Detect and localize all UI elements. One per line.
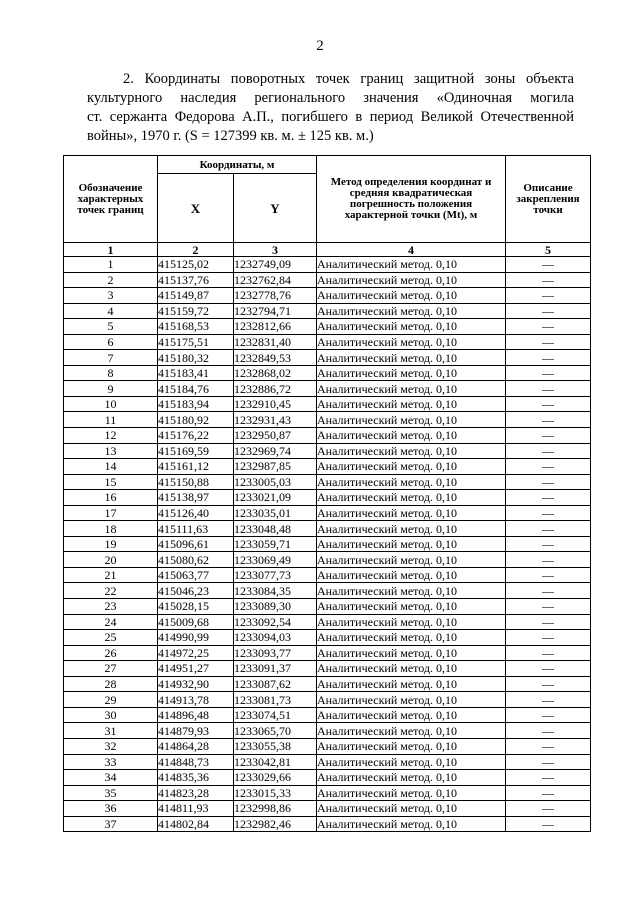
x-coordinate-cell: 415149,87 xyxy=(158,288,234,304)
header-x: X xyxy=(158,174,234,243)
description-cell: — xyxy=(506,288,591,304)
description-cell: — xyxy=(506,272,591,288)
point-number-cell: 3 xyxy=(64,288,158,304)
point-number-cell: 35 xyxy=(64,785,158,801)
table-row xyxy=(64,770,591,786)
method-cell: Аналитический метод. 0,10 xyxy=(317,272,506,288)
description-cell: — xyxy=(506,536,591,552)
table-row xyxy=(64,785,591,801)
x-coordinate-cell: 415168,53 xyxy=(158,319,234,335)
y-coordinate-cell: 1233077,73 xyxy=(234,567,317,583)
method-cell: Аналитический метод. 0,10 xyxy=(317,676,506,692)
description-cell: — xyxy=(506,614,591,630)
table-row xyxy=(64,303,591,319)
y-coordinate-cell: 1233089,30 xyxy=(234,599,317,615)
page-number: 2 xyxy=(316,38,324,54)
y-coordinate-cell: 1232998,86 xyxy=(234,801,317,817)
y-coordinate-cell: 1233074,51 xyxy=(234,707,317,723)
point-number-cell: 14 xyxy=(64,459,158,475)
x-coordinate-cell: 415138,97 xyxy=(158,490,234,506)
x-coordinate-cell: 414823,28 xyxy=(158,785,234,801)
table-row xyxy=(64,661,591,677)
table-row xyxy=(64,567,591,583)
point-number-cell: 30 xyxy=(64,707,158,723)
description-cell: — xyxy=(506,816,591,832)
y-coordinate-cell: 1233094,03 xyxy=(234,630,317,646)
method-cell: Аналитический метод. 0,10 xyxy=(317,770,506,786)
y-coordinate-cell: 1232950,87 xyxy=(234,428,317,444)
y-coordinate-cell: 1232849,53 xyxy=(234,350,317,366)
description-cell: — xyxy=(506,583,591,599)
heading-line: войны», 1970 г. (S = 127399 кв. м. ± 125 кв. м.) xyxy=(87,128,374,144)
y-coordinate-cell: 1232831,40 xyxy=(234,334,317,350)
header-designation: Обозначение характерных точек границ xyxy=(64,156,158,243)
point-number-cell: 17 xyxy=(64,505,158,521)
method-cell: Аналитический метод. 0,10 xyxy=(317,723,506,739)
method-cell: Аналитический метод. 0,10 xyxy=(317,738,506,754)
y-coordinate-cell: 1233059,71 xyxy=(234,536,317,552)
table-row xyxy=(64,536,591,552)
description-cell: — xyxy=(506,459,591,475)
method-cell: Аналитический метод. 0,10 xyxy=(317,785,506,801)
x-coordinate-cell: 415180,32 xyxy=(158,350,234,366)
table-body xyxy=(64,257,591,832)
description-cell: — xyxy=(506,412,591,428)
x-coordinate-cell: 415009,68 xyxy=(158,614,234,630)
x-coordinate-cell: 415028,15 xyxy=(158,599,234,615)
table-row xyxy=(64,645,591,661)
method-cell: Аналитический метод. 0,10 xyxy=(317,396,506,412)
point-number-cell: 32 xyxy=(64,738,158,754)
point-number-cell: 34 xyxy=(64,770,158,786)
description-cell: — xyxy=(506,645,591,661)
y-coordinate-cell: 1233055,38 xyxy=(234,738,317,754)
column-number: 4 xyxy=(317,243,506,257)
description-cell: — xyxy=(506,801,591,817)
point-number-cell: 16 xyxy=(64,490,158,506)
description-cell: — xyxy=(506,428,591,444)
method-cell: Аналитический метод. 0,10 xyxy=(317,599,506,615)
x-coordinate-cell: 414879,93 xyxy=(158,723,234,739)
description-cell: — xyxy=(506,567,591,583)
table-row xyxy=(64,738,591,754)
x-coordinate-cell: 415137,76 xyxy=(158,272,234,288)
table-row xyxy=(64,614,591,630)
y-coordinate-cell: 1232969,74 xyxy=(234,443,317,459)
y-coordinate-cell: 1232749,09 xyxy=(234,257,317,273)
x-coordinate-cell: 415161,12 xyxy=(158,459,234,475)
point-number-cell: 31 xyxy=(64,723,158,739)
point-number-cell: 21 xyxy=(64,567,158,583)
header-description: Описание закрепления точки xyxy=(506,156,591,243)
point-number-cell: 37 xyxy=(64,816,158,832)
header-y: Y xyxy=(234,174,317,243)
y-coordinate-cell: 1232886,72 xyxy=(234,381,317,397)
header-coordinates: Координаты, м xyxy=(158,156,317,174)
method-cell: Аналитический метод. 0,10 xyxy=(317,536,506,552)
point-number-cell: 13 xyxy=(64,443,158,459)
method-cell: Аналитический метод. 0,10 xyxy=(317,459,506,475)
method-cell: Аналитический метод. 0,10 xyxy=(317,350,506,366)
point-number-cell: 5 xyxy=(64,319,158,335)
method-cell: Аналитический метод. 0,10 xyxy=(317,521,506,537)
x-coordinate-cell: 415150,88 xyxy=(158,474,234,490)
point-number-cell: 36 xyxy=(64,801,158,817)
table-row xyxy=(64,630,591,646)
table-row xyxy=(64,412,591,428)
point-number-cell: 15 xyxy=(64,474,158,490)
table-row xyxy=(64,428,591,444)
description-cell: — xyxy=(506,474,591,490)
method-cell: Аналитический метод. 0,10 xyxy=(317,692,506,708)
column-number: 3 xyxy=(234,243,317,257)
column-number-row xyxy=(64,243,591,257)
method-cell: Аналитический метод. 0,10 xyxy=(317,816,506,832)
x-coordinate-cell: 415063,77 xyxy=(158,567,234,583)
table-row xyxy=(64,319,591,335)
point-number-cell: 12 xyxy=(64,428,158,444)
table-row xyxy=(64,723,591,739)
x-coordinate-cell: 415126,40 xyxy=(158,505,234,521)
table-row xyxy=(64,583,591,599)
x-coordinate-cell: 415111,63 xyxy=(158,521,234,537)
x-coordinate-cell: 415183,41 xyxy=(158,365,234,381)
method-cell: Аналитический метод. 0,10 xyxy=(317,552,506,568)
description-cell: — xyxy=(506,770,591,786)
table-row xyxy=(64,474,591,490)
heading-line: культурного наследия регионального значения «Одиночная могила xyxy=(87,90,574,106)
description-cell: — xyxy=(506,707,591,723)
point-number-cell: 33 xyxy=(64,754,158,770)
header-method: Метод определения координат и средняя квадратическая погрешность положения характерной точки (Mt), м xyxy=(317,156,506,243)
method-cell: Аналитический метод. 0,10 xyxy=(317,614,506,630)
table-row xyxy=(64,707,591,723)
x-coordinate-cell: 415125,02 xyxy=(158,257,234,273)
method-cell: Аналитический метод. 0,10 xyxy=(317,412,506,428)
description-cell: — xyxy=(506,738,591,754)
point-number-cell: 28 xyxy=(64,676,158,692)
method-cell: Аналитический метод. 0,10 xyxy=(317,257,506,273)
point-number-cell: 20 xyxy=(64,552,158,568)
x-coordinate-cell: 414848,73 xyxy=(158,754,234,770)
description-cell: — xyxy=(506,599,591,615)
x-coordinate-cell: 414835,36 xyxy=(158,770,234,786)
description-cell: — xyxy=(506,630,591,646)
y-coordinate-cell: 1233015,33 xyxy=(234,785,317,801)
x-coordinate-cell: 414932,90 xyxy=(158,676,234,692)
description-cell: — xyxy=(506,676,591,692)
table-row xyxy=(64,599,591,615)
heading-line: 2. Координаты поворотных точек границ защитной зоны объекта xyxy=(123,71,574,87)
point-number-cell: 4 xyxy=(64,303,158,319)
method-cell: Аналитический метод. 0,10 xyxy=(317,707,506,723)
description-cell: — xyxy=(506,443,591,459)
y-coordinate-cell: 1232778,76 xyxy=(234,288,317,304)
table-row xyxy=(64,692,591,708)
x-coordinate-cell: 415159,72 xyxy=(158,303,234,319)
y-coordinate-cell: 1232794,71 xyxy=(234,303,317,319)
table-row xyxy=(64,396,591,412)
x-coordinate-cell: 414864,28 xyxy=(158,738,234,754)
x-coordinate-cell: 415180,92 xyxy=(158,412,234,428)
x-coordinate-cell: 414990,99 xyxy=(158,630,234,646)
description-cell: — xyxy=(506,381,591,397)
y-coordinate-cell: 1232987,85 xyxy=(234,459,317,475)
y-coordinate-cell: 1233065,70 xyxy=(234,723,317,739)
y-coordinate-cell: 1233021,09 xyxy=(234,490,317,506)
point-number-cell: 11 xyxy=(64,412,158,428)
method-cell: Аналитический метод. 0,10 xyxy=(317,490,506,506)
table-row xyxy=(64,257,591,273)
method-cell: Аналитический метод. 0,10 xyxy=(317,334,506,350)
table-row xyxy=(64,676,591,692)
y-coordinate-cell: 1233048,48 xyxy=(234,521,317,537)
y-coordinate-cell: 1232868,02 xyxy=(234,365,317,381)
method-cell: Аналитический метод. 0,10 xyxy=(317,303,506,319)
y-coordinate-cell: 1233069,49 xyxy=(234,552,317,568)
method-cell: Аналитический метод. 0,10 xyxy=(317,443,506,459)
y-coordinate-cell: 1232931,43 xyxy=(234,412,317,428)
table-row xyxy=(64,272,591,288)
y-coordinate-cell: 1233081,73 xyxy=(234,692,317,708)
column-number: 2 xyxy=(158,243,234,257)
point-number-cell: 8 xyxy=(64,365,158,381)
table-row xyxy=(64,490,591,506)
column-number: 5 xyxy=(506,243,591,257)
x-coordinate-cell: 414972,25 xyxy=(158,645,234,661)
method-cell: Аналитический метод. 0,10 xyxy=(317,474,506,490)
point-number-cell: 19 xyxy=(64,536,158,552)
method-cell: Аналитический метод. 0,10 xyxy=(317,645,506,661)
table-row xyxy=(64,381,591,397)
point-number-cell: 25 xyxy=(64,630,158,646)
point-number-cell: 23 xyxy=(64,599,158,615)
method-cell: Аналитический метод. 0,10 xyxy=(317,365,506,381)
description-cell: — xyxy=(506,754,591,770)
x-coordinate-cell: 415176,22 xyxy=(158,428,234,444)
method-cell: Аналитический метод. 0,10 xyxy=(317,630,506,646)
method-cell: Аналитический метод. 0,10 xyxy=(317,567,506,583)
description-cell: — xyxy=(506,505,591,521)
description-cell: — xyxy=(506,303,591,319)
method-cell: Аналитический метод. 0,10 xyxy=(317,381,506,397)
y-coordinate-cell: 1233035,01 xyxy=(234,505,317,521)
y-coordinate-cell: 1233084,35 xyxy=(234,583,317,599)
heading-line: ст. сержанта Федорова А.П., погибшего в период Великой Отечественной xyxy=(87,109,574,125)
y-coordinate-cell: 1232910,45 xyxy=(234,396,317,412)
point-number-cell: 22 xyxy=(64,583,158,599)
x-coordinate-cell: 415096,61 xyxy=(158,536,234,552)
description-cell: — xyxy=(506,365,591,381)
table-row xyxy=(64,365,591,381)
method-cell: Аналитический метод. 0,10 xyxy=(317,661,506,677)
point-number-cell: 26 xyxy=(64,645,158,661)
y-coordinate-cell: 1233091,37 xyxy=(234,661,317,677)
y-coordinate-cell: 1233093,77 xyxy=(234,645,317,661)
point-number-cell: 7 xyxy=(64,350,158,366)
point-number-cell: 6 xyxy=(64,334,158,350)
description-cell: — xyxy=(506,396,591,412)
method-cell: Аналитический метод. 0,10 xyxy=(317,801,506,817)
description-cell: — xyxy=(506,692,591,708)
y-coordinate-cell: 1233042,81 xyxy=(234,754,317,770)
method-cell: Аналитический метод. 0,10 xyxy=(317,288,506,304)
point-number-cell: 18 xyxy=(64,521,158,537)
x-coordinate-cell: 414802,84 xyxy=(158,816,234,832)
table-row xyxy=(64,443,591,459)
x-coordinate-cell: 415183,94 xyxy=(158,396,234,412)
x-coordinate-cell: 415175,51 xyxy=(158,334,234,350)
table-row xyxy=(64,334,591,350)
x-coordinate-cell: 415046,23 xyxy=(158,583,234,599)
description-cell: — xyxy=(506,785,591,801)
y-coordinate-cell: 1232762,84 xyxy=(234,272,317,288)
method-cell: Аналитический метод. 0,10 xyxy=(317,505,506,521)
description-cell: — xyxy=(506,661,591,677)
y-coordinate-cell: 1232982,46 xyxy=(234,816,317,832)
table-row xyxy=(64,505,591,521)
description-cell: — xyxy=(506,723,591,739)
point-number-cell: 1 xyxy=(64,257,158,273)
point-number-cell: 29 xyxy=(64,692,158,708)
y-coordinate-cell: 1233005,03 xyxy=(234,474,317,490)
y-coordinate-cell: 1233029,66 xyxy=(234,770,317,786)
y-coordinate-cell: 1233087,62 xyxy=(234,676,317,692)
table-row xyxy=(64,552,591,568)
table-row xyxy=(64,459,591,475)
method-cell: Аналитический метод. 0,10 xyxy=(317,428,506,444)
y-coordinate-cell: 1232812,66 xyxy=(234,319,317,335)
point-number-cell: 2 xyxy=(64,272,158,288)
x-coordinate-cell: 414896,48 xyxy=(158,707,234,723)
description-cell: — xyxy=(506,319,591,335)
method-cell: Аналитический метод. 0,10 xyxy=(317,583,506,599)
method-cell: Аналитический метод. 0,10 xyxy=(317,754,506,770)
method-cell: Аналитический метод. 0,10 xyxy=(317,319,506,335)
point-number-cell: 9 xyxy=(64,381,158,397)
table-row xyxy=(64,816,591,832)
x-coordinate-cell: 415080,62 xyxy=(158,552,234,568)
coordinates-table xyxy=(63,155,591,832)
table-row xyxy=(64,350,591,366)
description-cell: — xyxy=(506,490,591,506)
section-heading xyxy=(87,70,574,146)
description-cell: — xyxy=(506,521,591,537)
table-row xyxy=(64,801,591,817)
point-number-cell: 27 xyxy=(64,661,158,677)
description-cell: — xyxy=(506,334,591,350)
x-coordinate-cell: 415184,76 xyxy=(158,381,234,397)
table-row xyxy=(64,521,591,537)
description-cell: — xyxy=(506,552,591,568)
y-coordinate-cell: 1233092,54 xyxy=(234,614,317,630)
point-number-cell: 10 xyxy=(64,396,158,412)
x-coordinate-cell: 414951,27 xyxy=(158,661,234,677)
x-coordinate-cell: 414811,93 xyxy=(158,801,234,817)
table-row xyxy=(64,754,591,770)
description-cell: — xyxy=(506,257,591,273)
description-cell: — xyxy=(506,350,591,366)
x-coordinate-cell: 415169,59 xyxy=(158,443,234,459)
column-number: 1 xyxy=(64,243,158,257)
table-row xyxy=(64,288,591,304)
x-coordinate-cell: 414913,78 xyxy=(158,692,234,708)
point-number-cell: 24 xyxy=(64,614,158,630)
